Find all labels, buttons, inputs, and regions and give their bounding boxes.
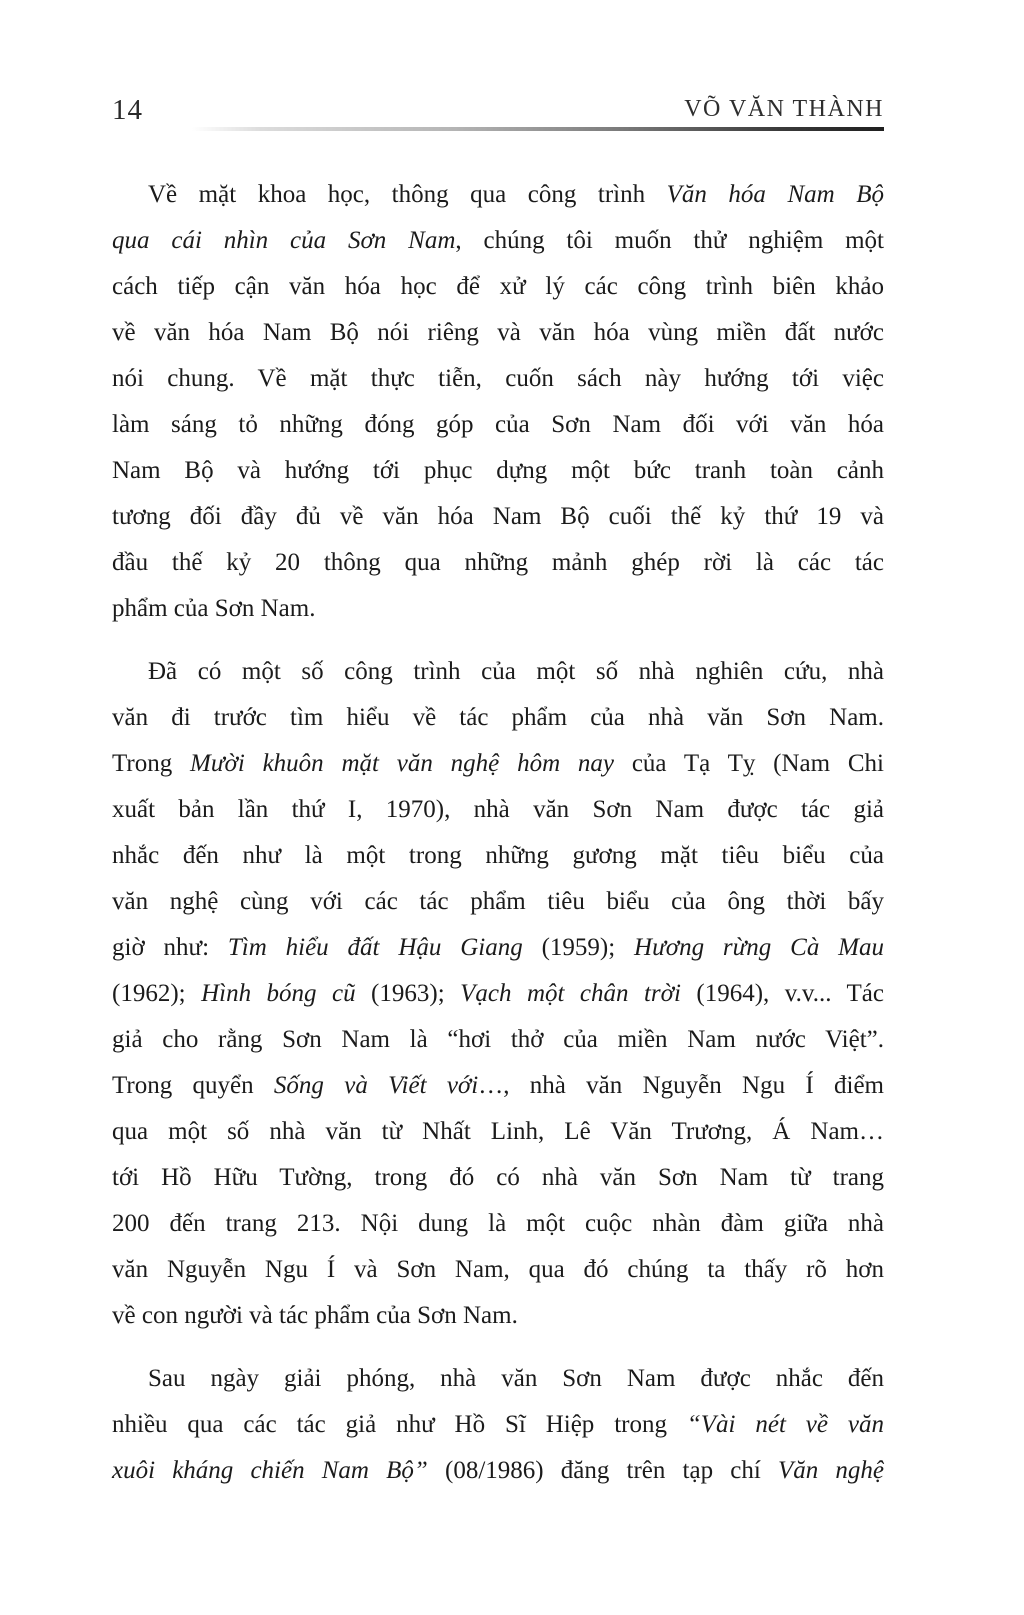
text-run: làm sáng tỏ những đóng góp của Sơn Nam đối với văn hóa	[112, 411, 884, 438]
text-line	[112, 448, 884, 494]
text-run: cách tiếp cận văn hóa học để xử lý các công trình biên khảo	[112, 273, 884, 300]
text-line	[112, 1201, 884, 1247]
text-run: qua một số nhà văn từ Nhất Linh, Lê Văn Trương, Á Nam…	[112, 1118, 884, 1145]
text-line	[112, 1448, 884, 1494]
header-rule	[192, 127, 884, 131]
text-run: (1964), v.v... Tác	[680, 980, 884, 1007]
italic-text-run: qua cái nhìn của Sơn Nam	[112, 227, 456, 254]
text-line	[112, 1063, 884, 1109]
text-line	[112, 925, 884, 971]
text-line	[112, 1247, 884, 1293]
italic-text-run: xuôi kháng chiến Nam Bộ”	[112, 1457, 428, 1484]
text-line	[112, 402, 884, 448]
text-run: Nam Bộ và hướng tới phục dựng một bức tranh toàn cảnh	[112, 457, 884, 484]
text-line	[112, 695, 884, 741]
text-line	[112, 218, 884, 264]
text-run: xuất bản lần thứ I, 1970), nhà văn Sơn Nam được tác giả	[112, 796, 884, 823]
text-run: Trong quyển	[112, 1072, 274, 1099]
text-line	[112, 1356, 884, 1402]
paragraph	[112, 649, 884, 1339]
text-line	[112, 356, 884, 402]
running-title: VÕ VĂN THÀNH	[684, 96, 884, 122]
text-run: , chúng tôi muốn thử nghiệm một	[455, 227, 884, 254]
text-run: (08/1986) đăng trên tạp chí	[427, 1457, 778, 1484]
text-run: …, nhà văn Nguyễn Ngu Í điểm	[478, 1072, 884, 1099]
text-line	[112, 540, 884, 586]
text-run: của Tạ Tỵ (Nam Chi	[614, 750, 885, 777]
italic-text-run: Mười khuôn mặt văn nghệ hôm nay	[190, 750, 615, 777]
text-line	[112, 879, 884, 925]
text-line	[112, 649, 884, 695]
text-run: nhiều qua các tác giả như Hồ Sĩ Hiệp trong	[112, 1411, 687, 1438]
text-run: Sau ngày giải phóng, nhà văn Sơn Nam được nhắc đến	[148, 1365, 884, 1392]
italic-text-run: Văn hóa Nam Bộ	[666, 181, 884, 208]
text-run: tới Hồ Hữu Tường, trong đó có nhà văn Sơn Nam từ trang	[112, 1164, 884, 1191]
italic-text-run: Hương rừng Cà Mau	[634, 934, 884, 961]
italic-text-run: Vạch một chân trời	[460, 980, 681, 1007]
text-run: văn Nguyễn Ngu Í và Sơn Nam, qua đó chúng ta thấy rõ hơn	[112, 1256, 884, 1283]
text-line	[112, 1017, 884, 1063]
text-line	[112, 741, 884, 787]
text-run: giờ như:	[112, 934, 228, 961]
paragraph	[112, 172, 884, 632]
italic-text-run: “Vài nét về văn	[686, 1411, 884, 1438]
text-line	[112, 310, 884, 356]
page-number: 14	[112, 94, 143, 126]
italic-text-run: Văn nghệ	[777, 1457, 884, 1484]
paragraph	[112, 1356, 884, 1494]
text-run: đầu thế kỷ 20 thông qua những mảnh ghép rời là các tác	[112, 549, 884, 576]
text-line	[112, 971, 884, 1017]
text-run: (1959);	[522, 934, 635, 961]
text-run: nhắc đến như là một trong những gương mặt tiêu biểu của	[112, 842, 884, 869]
text-line	[112, 264, 884, 310]
italic-text-run: Sống và Viết với	[273, 1072, 479, 1099]
text-line	[112, 1109, 884, 1155]
text-run: phẩm của Sơn Nam.	[112, 595, 316, 622]
text-line	[112, 494, 884, 540]
text-run: 200 đến trang 213. Nội dung là một cuộc nhàn đàm giữa nhà	[112, 1210, 884, 1237]
page-body	[112, 172, 884, 1494]
text-line	[112, 172, 884, 218]
text-line	[112, 586, 884, 632]
text-run: tương đối đầy đủ về văn hóa Nam Bộ cuối thế kỷ thứ 19 và	[112, 503, 884, 530]
text-run: Trong	[112, 750, 191, 777]
text-run: (1962);	[112, 980, 202, 1007]
text-line	[112, 1155, 884, 1201]
text-line	[112, 787, 884, 833]
text-run: về con người và tác phẩm của Sơn Nam.	[112, 1302, 518, 1329]
text-run: nói chung. Về mặt thực tiễn, cuốn sách này hướng tới việc	[112, 365, 884, 392]
italic-text-run: Hình bóng cũ	[201, 980, 356, 1007]
text-run: giả cho rằng Sơn Nam là “hơi thở của miền Nam nước Việt”.	[112, 1026, 884, 1053]
text-run: văn đi trước tìm hiểu về tác phẩm của nhà văn Sơn Nam.	[112, 704, 884, 731]
text-run: về văn hóa Nam Bộ nói riêng và văn hóa vùng miền đất nước	[112, 319, 884, 346]
text-line	[112, 1293, 884, 1339]
text-run: văn nghệ cùng với các tác phẩm tiêu biểu của ông thời bấy	[112, 888, 884, 915]
italic-text-run: Tìm hiểu đất Hậu Giang	[227, 934, 523, 961]
text-run: Về mặt khoa học, thông qua công trình	[148, 181, 667, 208]
text-line	[112, 833, 884, 879]
text-line	[112, 1402, 884, 1448]
text-run: Đã có một số công trình của một số nhà nghiên cứu, nhà	[148, 658, 884, 685]
text-run: (1963);	[355, 980, 461, 1007]
